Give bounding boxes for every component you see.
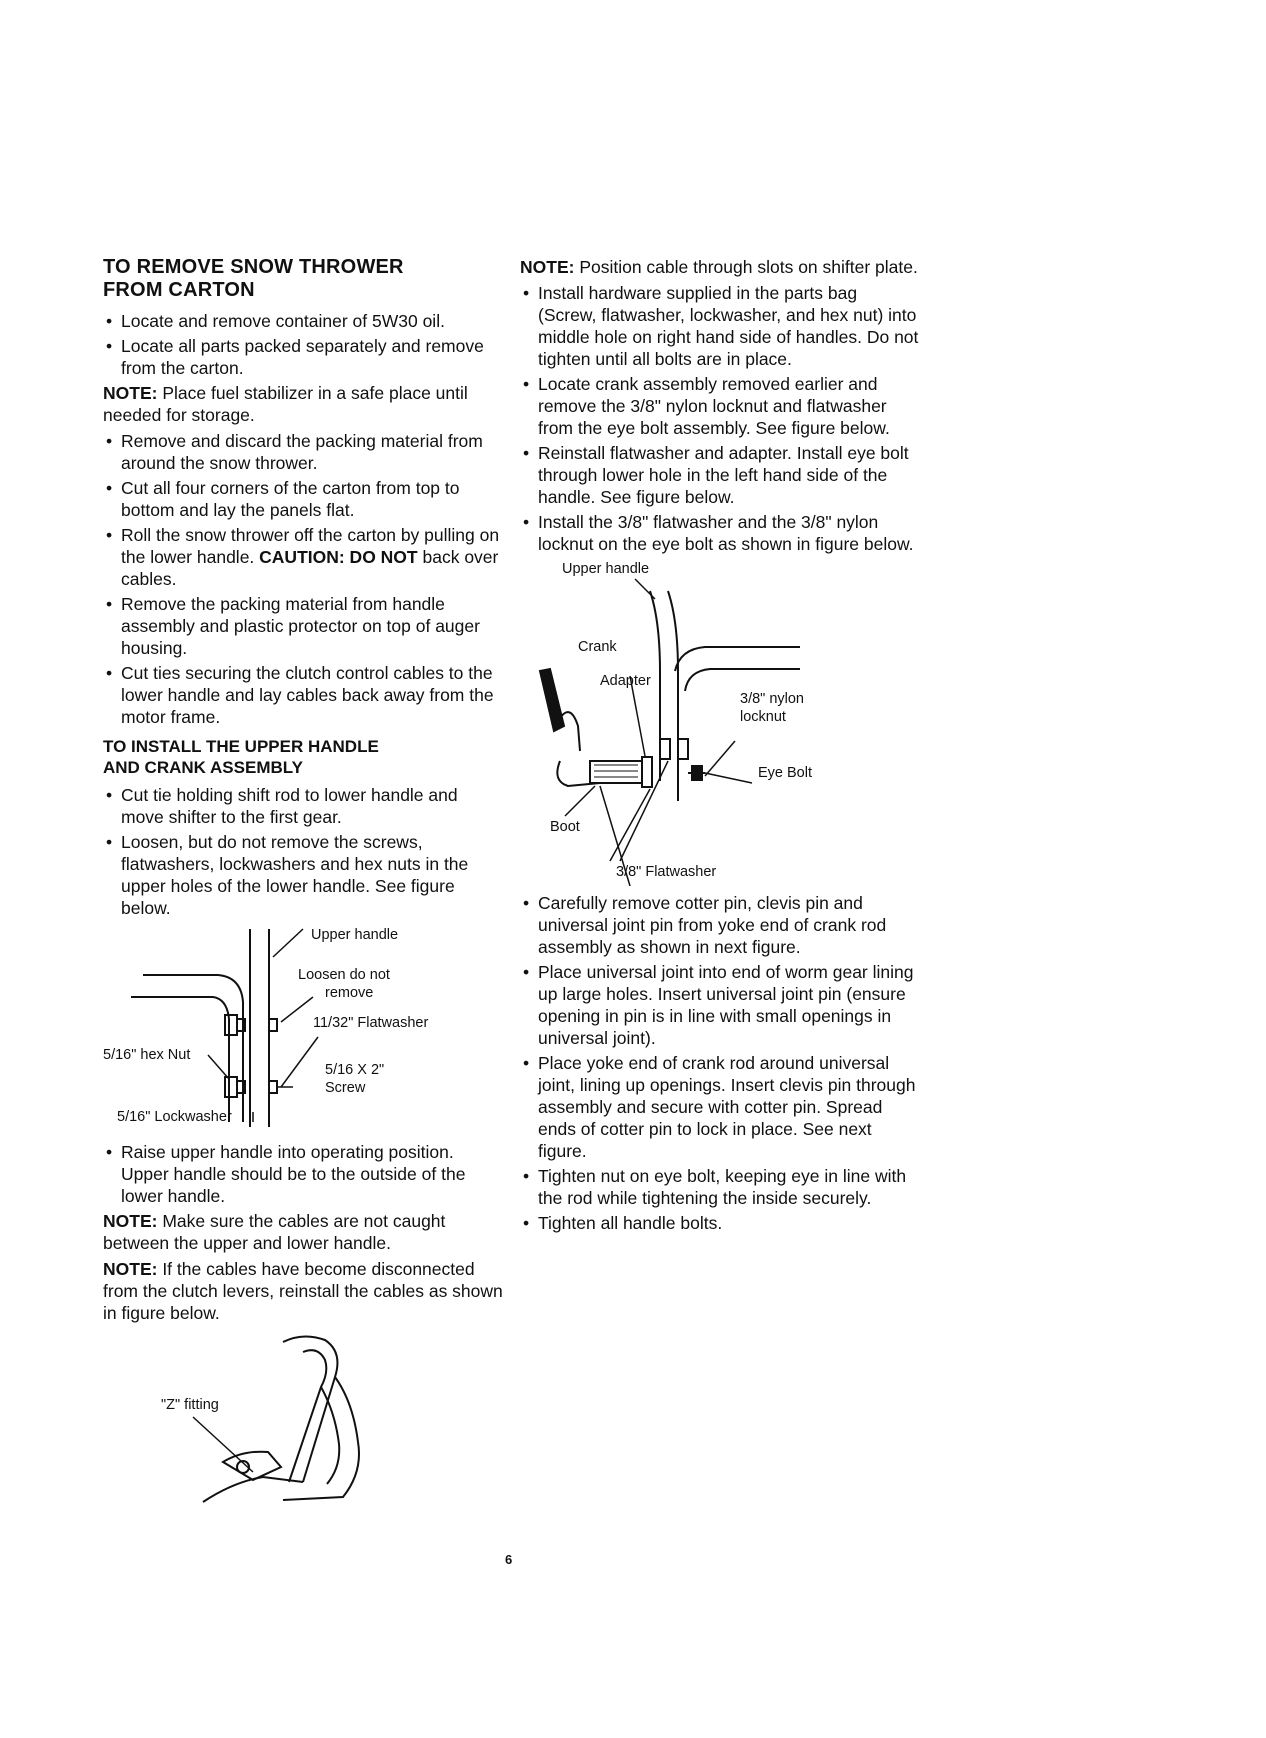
handle-hardware-drawing (103, 927, 503, 1137)
label-crank: Crank (578, 639, 617, 655)
section-title-remove (103, 256, 503, 302)
list-item: • Raise upper handle into operating position. Upper handle should be to the outside of the lower handle. (103, 1141, 503, 1207)
list-item: • Place yoke end of crank rod around universal joint, lining up openings. Insert clevis pin through assembly and secure with cotter pin. Spread ends of cotter pin to lock in place. See next figure. (520, 1052, 920, 1162)
bullet-list-e (103, 1141, 503, 1207)
subtitle-line-2: AND CRANK ASSEMBLY (103, 758, 303, 777)
z-fitting-drawing (103, 1332, 503, 1507)
note-label: NOTE: (103, 1211, 158, 1231)
list-item: • Cut ties securing the clutch control cables to the lower handle and lay cables back away from the motor frame. (103, 662, 503, 728)
caution-text: back over cables. (121, 547, 499, 589)
note-label: NOTE: (103, 383, 158, 403)
crank-assembly-drawing (520, 561, 920, 886)
bullet-list-right-a (520, 282, 920, 555)
label-upper-handle: Upper handle (311, 927, 399, 943)
label-upper-handle: Upper handle (562, 561, 650, 577)
list-item: • Place universal joint into end of worm gear lining up large holes. Insert universal joint pin (ensure opening in pin is in line with small openings in universal joint). (520, 961, 920, 1049)
bullet-list-a (103, 310, 503, 379)
right-column (520, 256, 920, 1237)
list-item: • Locate all parts packed separately and remove from the carton. (103, 335, 503, 379)
note-fuel-stabilizer (103, 382, 503, 426)
list-item: • Tighten all handle bolts. (520, 1212, 920, 1234)
roll-text: Roll the snow thrower off the carton by pulling on the lower handle. (121, 525, 500, 567)
title-line-2: FROM CARTON (103, 279, 255, 301)
label-boot: Boot (550, 819, 580, 835)
note-cables-disconnected (103, 1258, 503, 1324)
list-item: • Locate and remove container of 5W30 oil. (103, 310, 503, 332)
note-position-cable (520, 256, 920, 278)
page-number: 6 (505, 1552, 513, 1567)
figure-handle-hardware (103, 927, 503, 1137)
note-text: Position cable through slots on shifter plate. (574, 257, 918, 277)
figure-z-fitting (103, 1332, 503, 1507)
note-text: If the cables have become disconnected from the clutch levers, reinstall the cables as shown in figure below. (103, 1259, 503, 1323)
list-item: • Locate crank assembly removed earlier and remove the 3/8" nylon locknut and flatwasher from the eye bolt assembly. See figure below. (520, 373, 920, 439)
label-screw-size: 5/16 X 2" (325, 1062, 385, 1078)
label-remove: remove (325, 985, 374, 1001)
label-z-fitting: "Z" fitting (161, 1397, 219, 1413)
list-item: • Reinstall flatwasher and adapter. Install eye bolt through lower hole in the left hand side of the handle. See figure below. (520, 442, 920, 508)
label-hex-nut: 5/16" hex Nut (103, 1047, 191, 1063)
label-locknut-size: 3/8" nylon (740, 691, 804, 707)
bullet-list-b (103, 430, 503, 728)
list-item: • Install the 3/8" flatwasher and the 3/8" nylon locknut on the eye bolt as shown in figure below. (520, 511, 920, 555)
label-screw: Screw (325, 1080, 366, 1096)
list-item: • Loosen, but do not remove the screws, flatwashers, lockwashers and hex nuts in the upper holes of the lower handle. See figure below. (103, 831, 503, 919)
label-lockwasher: 5/16" Lockwasher (117, 1109, 232, 1125)
figure-crank-assembly (520, 561, 920, 886)
label-loosen: Loosen do not (298, 967, 390, 983)
bullet-list-d (103, 784, 503, 919)
subtitle-line-1: TO INSTALL THE UPPER HANDLE (103, 737, 379, 756)
note-label: NOTE: (520, 257, 575, 277)
list-item: • Cut tie holding shift rod to lower handle and move shifter to the first gear. (103, 784, 503, 828)
list-item: • Carefully remove cotter pin, clevis pin and universal joint pin from yoke end of crank rod assembly as shown in next figure. (520, 892, 920, 958)
list-item (103, 524, 503, 590)
list-item: • Remove and discard the packing material from around the snow thrower. (103, 430, 503, 474)
note-text: Make sure the cables are not caught between the upper and lower handle. (103, 1211, 446, 1253)
list-item: • Tighten nut on eye bolt, keeping eye in line with the rod while tightening the inside securely. (520, 1165, 920, 1209)
title-line-1: TO REMOVE SNOW THROWER (103, 256, 404, 278)
list-item: • Cut all four corners of the carton from top to bottom and lay the panels flat. (103, 477, 503, 521)
bullet-list-right-b (520, 892, 920, 1234)
list-item: • Install hardware supplied in the parts bag (Screw, flatwasher, lockwasher, and hex nut) into middle hole on right hand side of handles. Do not tighten until all bolts are in place. (520, 282, 920, 370)
caution-label: CAUTION: DO NOT (259, 547, 418, 567)
section-title-install (103, 736, 503, 778)
left-column (103, 256, 503, 1507)
label-adapter: Adapter (600, 673, 651, 689)
list-item: • Remove the packing material from handle assembly and plastic protector on top of auger housing. (103, 593, 503, 659)
label-flatwasher: 3/8" Flatwasher (616, 864, 717, 880)
note-label: NOTE: (103, 1259, 158, 1279)
note-text: Place fuel stabilizer in a safe place until needed for storage. (103, 383, 468, 425)
label-locknut: locknut (740, 709, 786, 725)
label-eye-bolt: Eye Bolt (758, 765, 812, 781)
note-cables-caught (103, 1210, 503, 1254)
label-flatwasher: 11/32" Flatwasher (313, 1015, 429, 1031)
